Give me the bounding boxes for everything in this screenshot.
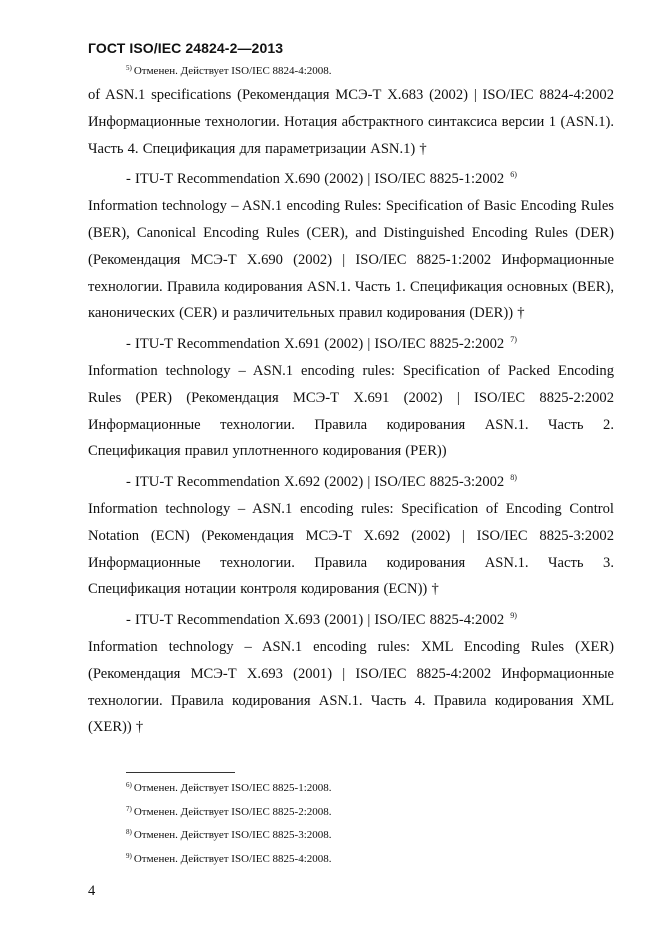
reference-item: - ITU-T Recommendation X.693 (2001) | ISO/IEC 8825-4:2002 $^{9)}$ [126, 611, 517, 629]
reference-description: Information technology – ASN.1 encoding rules: XML Encoding Rules (XER) (Рекомендация МСЭ-Т X.693 (2001) | ISO/IEC 8825-4:2002 Информационные технологии. Правила кодирования ASN.1. Часть 4. Правила кодирования XML (XER)) † [88, 638, 614, 736]
body-text [88, 82, 614, 741]
document-header: ГОСТ ISO/IEC 24824-2—2013 [88, 40, 284, 56]
footnote-ref: 7) [510, 335, 517, 345]
footnote-ref: 8) [510, 473, 517, 483]
footnote: $^{6)}$ Отменен. Действует ISO/IEC 8825-1:2008. [126, 781, 332, 794]
reference-item: - ITU-T Recommendation X.691 (2002) | ISO/IEC 8825-2:2002 $^{7)}$ [126, 335, 517, 353]
footnote: $^{8)}$ Отменен. Действует ISO/IEC 8825-3:2008. [126, 828, 332, 841]
footnote: $^{9)}$ Отменен. Действует ISO/IEC 8825-4:2008. [126, 851, 332, 865]
footnote-divider [126, 772, 235, 773]
page-number: 4 [88, 883, 96, 899]
reference-description: Information technology – ASN.1 encoding rules: Specification of Packed Encoding Rules (PER) (Рекомендация МСЭ-Т X.691 (2002) | ISO/IEC 8825-2:2002 Информационные технологии. Правила кодирования ASN.1. Часть 2. Спецификация правил уплотненного кодирования (PER)) [88, 362, 614, 460]
reference-description: Information technology – ASN.1 encoding rules: Specification of Encoding Control Notation (ECN) (Рекомендация МСЭ-Т X.692 (2002) | ISO/IEC 8825-3:2002 Информационные технологии. Правила кодирования ASN.1. Часть 3. Спецификация нотации контроля кодирования (ECN)) † [88, 500, 614, 598]
footnotes [126, 781, 332, 875]
footnote: $^{7)}$ Отменен. Действует ISO/IEC 8825-2:2008. [126, 804, 332, 818]
reference-item: - ITU-T Recommendation X.692 (2002) | ISO/IEC 8825-3:2002 $^{8)}$ [126, 473, 517, 491]
reference-item: - ITU-T Recommendation X.690 (2002) | ISO/IEC 8825-1:2002 $^{6)}$ [126, 170, 517, 188]
carried-footnote [126, 64, 332, 77]
footnote-ref: 6) [510, 170, 517, 180]
footnote-mark: 5) [126, 64, 132, 72]
footnote-ref: 9) [510, 611, 517, 621]
paragraph-continuation: of ASN.1 specifications (Рекомендация МСЭ-Т X.683 (2002) | ISO/IEC 8824-4:2002 Информационные технологии. Нотация абстрактного синтаксиса версии 1 (ASN.1). Часть 4. Спецификация для параметризации ASN.1) † [88, 87, 614, 157]
footnote-text: Отменен. Действует ISO/IEC 8824-4:2008. [133, 65, 332, 77]
reference-description: Information technology – ASN.1 encoding Rules: Specification of Basic Encoding Rules (BER), Canonical Encoding Rules (CER), and Distinguished Encoding Rules (DER) (Рекомендация МСЭ-Т X.690 (2002) | ISO/IEC 8825-1:2002 Информационные технологии. Правила кодирования ASN.1. Часть 1. Спецификация основных (BER), канонических (CER) и различительных правил кодирования (DER)) † [88, 198, 614, 322]
